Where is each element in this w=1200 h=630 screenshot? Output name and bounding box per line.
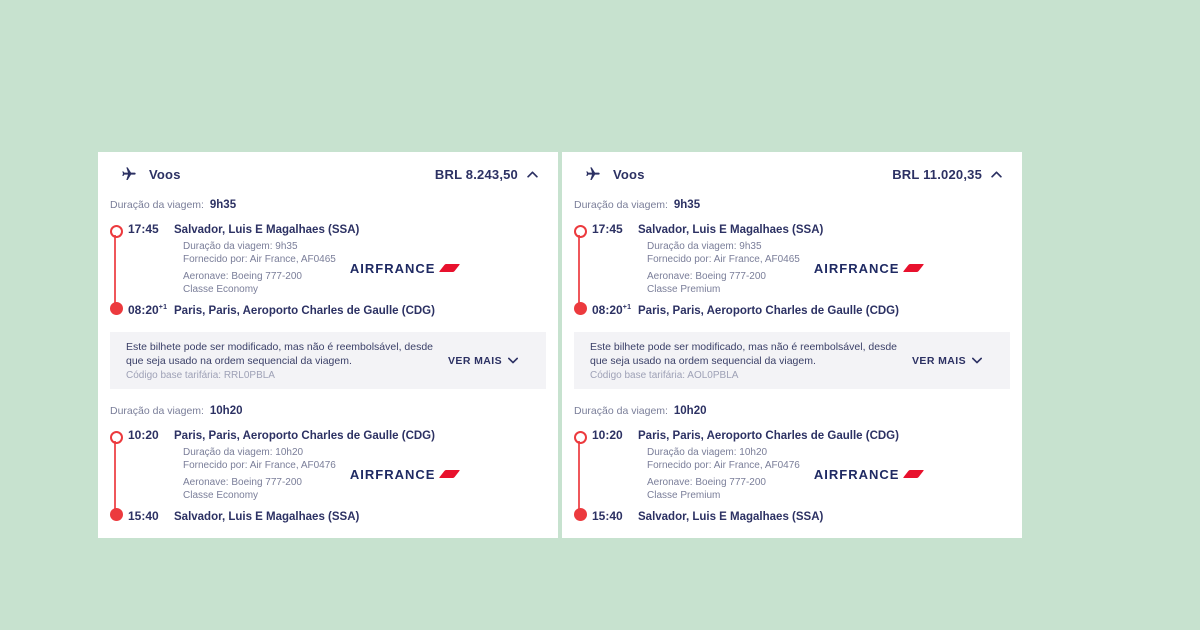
departure-time: 17:45 [128,222,159,236]
detail-provider: Fornecido por: Air France, AF0465 [183,254,336,265]
arrival-time: 15:40 [128,509,159,523]
journey-duration-label: Duração da viagem: [110,405,204,417]
day-offset-superscript: +1 [622,304,632,311]
flight-cards-row [98,152,1022,538]
chevron-down-icon [508,355,518,367]
arrival-station: Paris, Paris, Aeroporto Charles de Gaulle (CDG) [174,305,435,317]
segment-timeline [110,222,119,318]
departure-time: 17:45 [592,222,623,236]
departure-station: Salvador, Luis E Magalhaes (SSA) [638,224,824,236]
detail-cabin-class: Classe Premium [647,284,721,295]
journey-duration [574,199,1010,211]
fare-basis-code: Código base tarifária: AOL0PBLA [590,370,739,381]
airfrance-wordmark: AIRFRANCE [813,466,900,482]
detail-provider: Fornecido por: Air France, AF0476 [647,460,800,471]
plane-icon [121,166,137,182]
detail-cabin-class: Classe Economy [183,490,259,501]
segment-timeline [574,222,583,318]
journey-duration-value: 10h20 [673,405,707,417]
ver-mais-button[interactable]: VER MAIS [912,355,982,367]
journey-duration [110,199,546,211]
arrival-station: Paris, Paris, Aeroporto Charles de Gaulle (CDG) [638,305,899,317]
fare-basis-code: Código base tarifária: RRL0PBLA [126,370,275,381]
departure-time: 10:20 [592,428,623,442]
journey-duration-value: 9h35 [673,199,701,211]
flight-details [592,446,1010,502]
journey-duration-label: Duração da viagem: [574,405,668,417]
airfrance-wordmark: AIRFRANCE [813,260,900,276]
detail-aircraft: Aeronave: Boeing 777-200 [183,477,302,488]
card-title: Voos [613,166,645,182]
arrival-station: Salvador, Luis E Magalhaes (SSA) [638,511,824,523]
card-price: BRL 8.243,50 [434,166,518,182]
detail-duration: Duração da viagem: 10h20 [183,447,304,458]
card-price: BRL 11.020,35 [892,166,982,182]
flights-card-economy [98,152,558,538]
departure-time: 10:20 [128,428,159,442]
journey-duration [574,405,1010,417]
card-header[interactable] [98,162,558,186]
journey-duration-label: Duração da viagem: [574,199,668,211]
fare-notice [110,332,546,389]
airfrance-logo [814,261,922,276]
airfrance-swoosh-icon [903,264,924,272]
detail-duration: Duração da viagem: 10h20 [647,447,768,458]
flight-segment-outbound [574,222,1010,318]
airfrance-logo [350,467,458,482]
airfrance-swoosh-icon [903,470,924,478]
chevron-up-icon[interactable] [527,171,538,178]
detail-aircraft: Aeronave: Boeing 777-200 [647,477,766,488]
fare-notice-text: Este bilhete pode ser modificado, mas não é reembolsável, desde que seja usado na ordem sequencial da viagem. [590,341,898,367]
day-offset-superscript: +1 [158,304,168,311]
card-header[interactable] [562,162,1022,186]
plane-icon [585,166,601,182]
flights-card-premium [562,152,1022,538]
departure-station: Paris, Paris, Aeroporto Charles de Gaulle (CDG) [638,430,899,442]
detail-cabin-class: Classe Premium [647,490,721,501]
departure-station: Paris, Paris, Aeroporto Charles de Gaulle (CDG) [174,430,435,442]
arrival-time: $08:20^{+1}$ [592,303,632,317]
journey-duration [110,405,546,417]
detail-aircraft: Aeronave: Boeing 777-200 [183,271,302,282]
airfrance-wordmark: AIRFRANCE [349,260,436,276]
card-title: Voos [149,166,181,182]
flight-details [592,240,1010,296]
flight-details [128,240,546,296]
arrival-station: Salvador, Luis E Magalhaes (SSA) [174,511,360,523]
segment-timeline [110,428,119,524]
airfrance-logo [350,261,458,276]
journey-duration-value: 9h35 [209,199,237,211]
airfrance-wordmark: AIRFRANCE [349,466,436,482]
arrival-time: 15:40 [592,509,623,523]
airfrance-logo [814,467,922,482]
arrival-time: $08:20^{+1}$ [128,303,168,317]
flight-segment-outbound [110,222,546,318]
detail-provider: Fornecido por: Air France, AF0465 [647,254,800,265]
detail-aircraft: Aeronave: Boeing 777-200 [647,271,766,282]
airfrance-swoosh-icon [439,264,460,272]
detail-duration: Duração da viagem: 9h35 [183,241,298,252]
flight-segment-inbound [574,428,1010,524]
flight-details [128,446,546,502]
segment-timeline [574,428,583,524]
chevron-down-icon [972,355,982,367]
airfrance-swoosh-icon [439,470,460,478]
detail-duration: Duração da viagem: 9h35 [647,241,762,252]
chevron-up-icon[interactable] [991,171,1002,178]
departure-station: Salvador, Luis E Magalhaes (SSA) [174,224,360,236]
journey-duration-label: Duração da viagem: [110,199,204,211]
fare-notice [574,332,1010,389]
fare-notice-text: Este bilhete pode ser modificado, mas não é reembolsável, desde que seja usado na ordem sequencial da viagem. [126,341,434,367]
detail-provider: Fornecido por: Air France, AF0476 [183,460,336,471]
detail-cabin-class: Classe Economy [183,284,259,295]
ver-mais-button[interactable]: VER MAIS [448,355,518,367]
flight-segment-inbound [110,428,546,524]
journey-duration-value: 10h20 [209,405,243,417]
